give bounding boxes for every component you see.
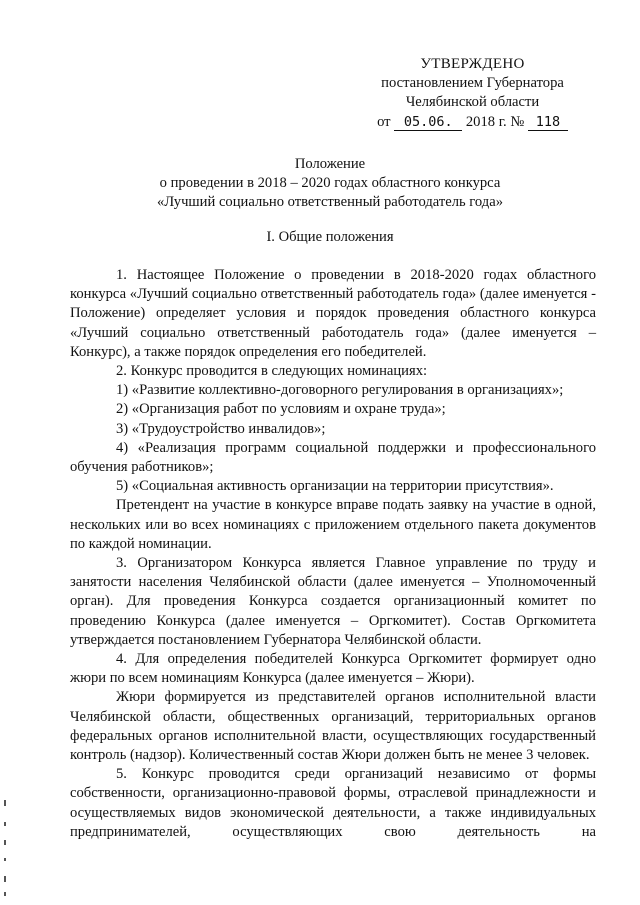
approval-number-handwritten: 118 — [528, 115, 568, 131]
document-title — [80, 155, 580, 213]
nomination-item-1: 1) «Развитие коллективно-договорного регулирования в организациях»; — [116, 382, 564, 399]
paragraph-3: 3. Организатором Конкурса является Главное управление по труду и занятости населения Челябинской области (далее именуется – Уполномоченный орган). Для проведения Конкурса создается организационный комитет по проведению Конкурса (далее именуется – Оргкомитет). Состав Оргкомитета утверждается постановлением Губернатора Челябинской области. — [70, 555, 596, 648]
paragraph-applicant: Претендент на участие в конкурсе вправе подать заявку на участие в одной, нескольких или во всех номинациях с приложением отдельного пакета документов по каждой номинации. — [70, 497, 596, 552]
nomination-item-2: 2) «Организация работ по условиям и охране труда»; — [116, 401, 446, 418]
document-title-line-3: «Лучший социально ответственный работодатель года» — [156, 194, 504, 211]
section-heading: I. Общие положения — [266, 229, 394, 245]
approval-date-line — [365, 113, 580, 132]
approval-year: 2018 г. № — [465, 113, 525, 130]
scan-edge-marks — [4, 800, 7, 900]
paragraph-1: 1. Настоящее Положение о проведении в 2018-2020 годах областного конкурса «Лучший социально ответственный работодатель года» (далее именуется - Положение) определяет условия и порядок проведения областного конкурса «Лучший социально ответственный работодатель года» (далее именуется – Конкурс), а также порядок определения его победителей. — [70, 267, 596, 360]
approval-date-prefix: от — [377, 113, 391, 130]
paragraph-4: 4. Для определения победителей Конкурса Оргкомитет формирует одно жюри по всем номинациям Конкурса (далее именуется – Жюри). — [70, 651, 596, 687]
document-body — [70, 266, 596, 842]
nomination-item-5: 5) «Социальная активность организации на территории присутствия». — [116, 478, 554, 495]
approval-line-decree: постановлением Губернатора — [381, 75, 564, 92]
approval-stamp — [365, 55, 580, 132]
document-title-line-2: о проведении в 2018 – 2020 годах областного конкурса — [159, 175, 501, 192]
nomination-item-3: 3) «Трудоустройство инвалидов»; — [116, 420, 326, 437]
approval-title: УТВЕРЖДЕНО — [420, 56, 525, 72]
paragraph-5: 5. Конкурс проводится среди организаций независимо от формы собственности, организационно-правовой формы, отраслевой принадлежности и осуществляемых видов экономической деятельности, а также индивидуальных предпринимателей, осуществляющих свою деятельность на — [70, 766, 596, 840]
document-title-line-1: Положение — [294, 156, 366, 172]
approval-date-handwritten: 05.06. — [394, 115, 462, 131]
paragraph-jury: Жюри формируется из представителей органов исполнительной власти Челябинской области, общественных организаций, территориальных органов федеральных органов исполнительной власти, осуществляющих государственный контроль (надзор). Количественный состав Жюри должен быть не менее 3 человек. — [70, 689, 596, 764]
nomination-item-4: 4) «Реализация программ социальной поддержки и профессионального обучения работников»; — [70, 439, 596, 476]
paragraph-2: 2. Конкурс проводится в следующих номинациях: — [116, 363, 428, 380]
approval-line-region: Челябинской области — [405, 94, 540, 111]
